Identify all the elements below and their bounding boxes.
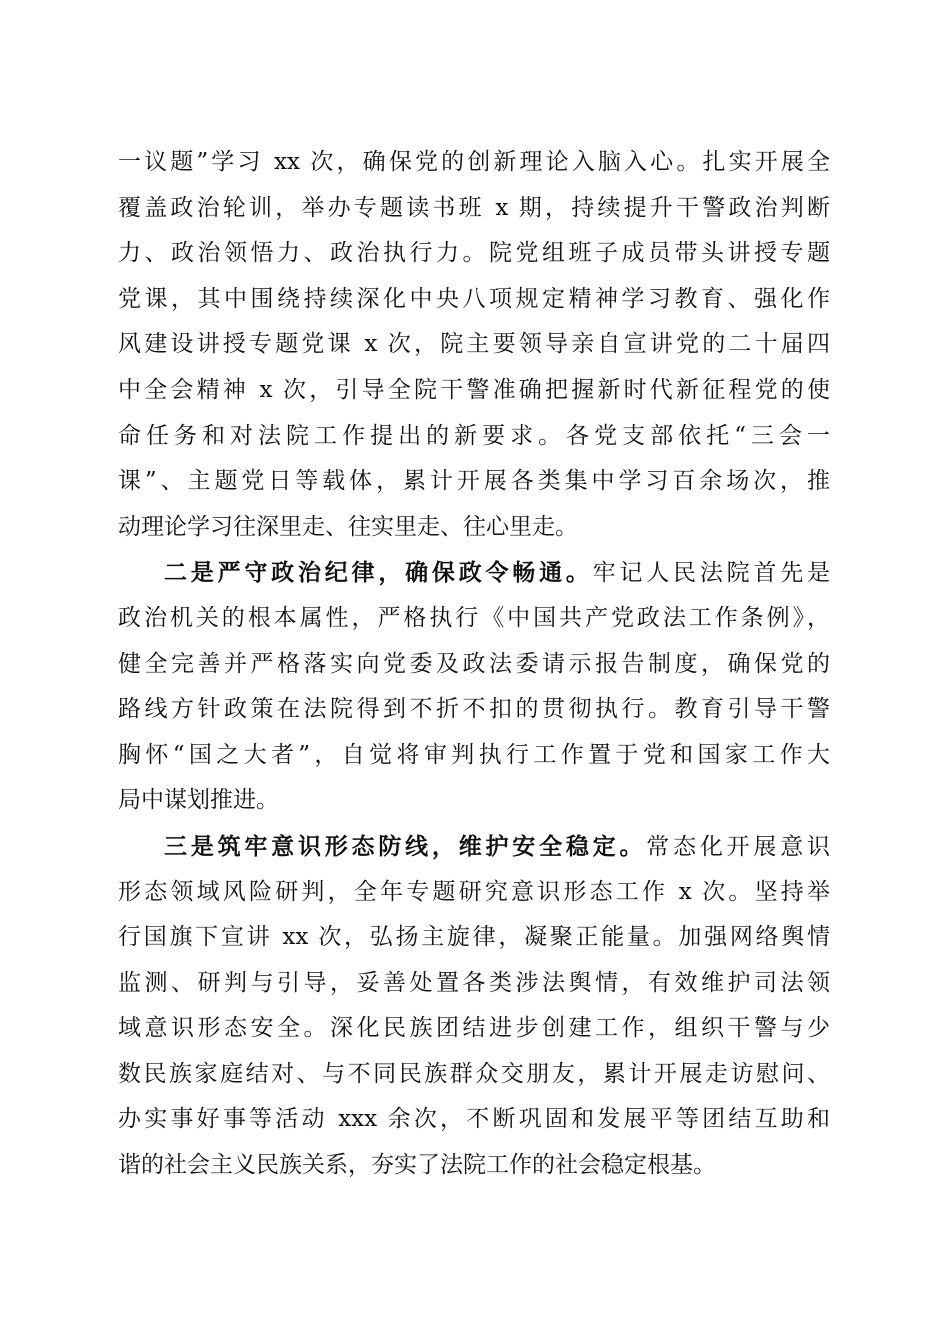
document-page: [118, 140, 830, 1189]
text-line: 党课，其中围绕持续深化中央八项规定精神学习教育、强化作: [118, 285, 830, 312]
paragraph-first-line: [118, 824, 830, 870]
text-line: 一议题”学习 xx 次，确保党的创新理论入脑入心。扎实开展全: [118, 149, 830, 175]
text-line: 健全完善并严格落实向党委及政法委请示报告制度，确保党的: [118, 650, 830, 677]
text-line: 局中谋划推进。: [118, 787, 279, 814]
text-line: 路线方针政策在法院得到不折不扣的贯彻执行。教育引导干警: [118, 696, 830, 723]
text-line: 政治机关的根本属性，严格执行《中国共产党政法工作条例》，: [118, 604, 830, 631]
paragraph-first-line: [118, 550, 830, 596]
paragraph-heading: 二是严守政治纪律，确保政令畅通。: [164, 559, 593, 587]
text-line: 动理论学习往深里走、往实里走、往心里走。: [118, 513, 578, 540]
text-line: 形态领域风险研判，全年专题研究意识形态工作 x 次。坚持举: [118, 878, 830, 905]
paragraph-ideology-security: [118, 824, 830, 1189]
text-line: 谐的社会主义民族关系，夯实了法院工作的社会稳定根基。: [118, 1152, 716, 1179]
text-line: 命任务和对法院工作提出的新要求。各党支部依托“三会一: [118, 422, 830, 449]
text-line: 力、政治领悟力、政治执行力。院党组班子成员带头讲授专题: [118, 240, 830, 267]
text-line: 域意识形态安全。深化民族团结进步创建工作，组织干警与少: [118, 1015, 830, 1042]
paragraph-political-discipline: [118, 550, 830, 824]
text-line: 办实事好事等活动 xxx 余次，不断巩固和发展平等团结互助和: [118, 1106, 830, 1133]
paragraph-heading: 三是筑牢意识形态防线，维护安全稳定。: [164, 832, 647, 860]
paragraph-theory-study: [118, 140, 830, 550]
text-line: 课”、主题党日等载体，累计开展各类集中学习百余场次，推: [118, 468, 830, 495]
text-line: 行国旗下宣讲 xx 次，弘扬主旋律，凝聚正能量。加强网络舆情: [118, 924, 830, 951]
text-run: 牢记人民法院首先是: [592, 560, 831, 587]
text-line: 风建设讲授专题党课 x 次，院主要领导亲自宣讲党的二十届四: [118, 331, 830, 358]
text-line: 数民族家庭结对、与不同民族群众交朋友，累计开展走访慰问、: [118, 1060, 830, 1087]
text-line: 覆盖政治轮训，举办专题读书班 x 期，持续提升干警政治判断: [118, 194, 830, 221]
text-line: 中全会精神 x 次，引导全院干警准确把握新时代新征程党的使: [118, 376, 830, 403]
text-line: 监测、研判与引导，妥善处置各类涉法舆情，有效维护司法领: [118, 969, 830, 996]
text-run: 常态化开展意识: [646, 833, 831, 860]
text-line: 胸怀“国之大者”，自觉将审判执行工作置于党和国家工作大: [118, 741, 830, 768]
